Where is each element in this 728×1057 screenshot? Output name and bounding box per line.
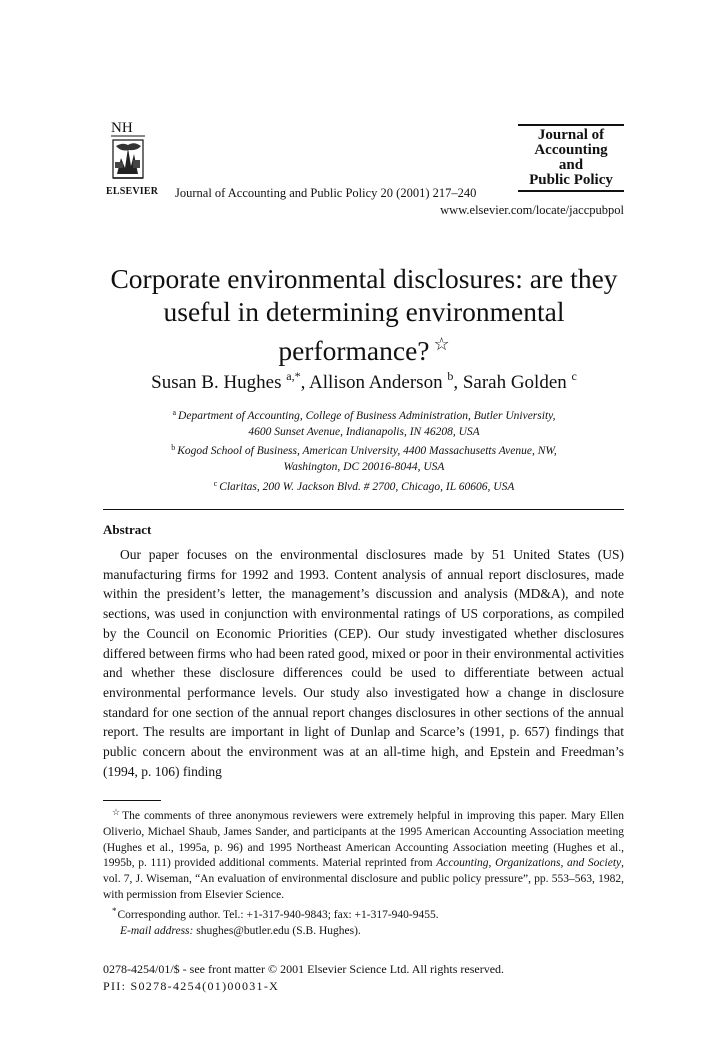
title-line: Corporate environmental disclosures: are they [110, 263, 618, 294]
journal-citation: Journal of Accounting and Public Policy 20 (2001) 217–240 [175, 186, 477, 200]
author-name[interactable]: Susan B. Hughes [151, 372, 282, 393]
footnotes [103, 805, 624, 939]
abstract-body [103, 545, 624, 781]
abstract-text: Our paper focuses on the environmental disclosures made by 51 United States (US) manufacturing firms for 1992 and 1993. Content analysis of annual report disclosures, made within the president’s letter, the management’s discussion and analysis (MD&A), and note sections, was used in conjunction with environmental ratings of US corporations, as compiled by the Council on Economic Priorities (CEP). Our study investigated whether disclosures differed between firms who had been rated good, mixed or poor in their environmental activities and whether these disclosure differences could be used to differentiate between actual environmental performance levels. Our study also investigated how a change in disclosure standard for one section of the annual report changes disclosures in other sections of the annual report. The results are important in light of Dunlap and Scarce’s (1991, p. 657) findings that public concern about the environment was at an all-time high, and Epstein and Freedman’s (1994, p. 106) finding [103, 547, 624, 779]
corresponding-author-text: Corresponding author. Tel.: +1-317-940-9843; fax: +1-317-940-9455. [117, 908, 439, 921]
author-name[interactable]: Sarah Golden [462, 372, 567, 393]
affiliation-line: Department of Accounting, College of Business Administration, Butler University, [178, 410, 556, 422]
abstract-heading: Abstract [103, 522, 152, 537]
author-affil-mark: b [447, 369, 454, 383]
journal-logo-line: Journal of [537, 127, 605, 143]
footnote-rule [103, 800, 161, 801]
affiliation-line: 4600 Sunset Avenue, Indianapolis, IN 46208, USA [248, 425, 480, 438]
corresponding-mark: * [112, 905, 117, 916]
affiliation-line: Claritas, 200 W. Jackson Blvd. # 2700, Chicago, IL 60606, USA [219, 480, 515, 493]
author-affil-mark: a,* [286, 369, 301, 383]
abstract-top-rule [103, 509, 624, 510]
issn-line: 0278-4254/01/$ - see front matter © 2001 Elsevier Science Ltd. All rights reserved. [103, 962, 505, 976]
journal-url[interactable]: www.elsevier.com/locate/jaccpubpol [440, 203, 624, 217]
pii-line: PII: S0278-4254(01)00031-X [103, 979, 280, 993]
email-address[interactable]: shughes@butler.edu (S.B. Hughes). [196, 924, 361, 937]
elsevier-tree-logo [103, 118, 165, 196]
logo-text: NH [111, 120, 133, 136]
journal-logo-line: Accounting [534, 142, 608, 158]
star-footnote-text: , vol. 7, J. Wiseman, “An evaluation of environmental disclosure and public policy pressure”, pp. 553–563, 1982, with permission from Elsevier Science. [103, 857, 624, 901]
affil-mark: c [213, 478, 218, 488]
author-name[interactable]: Allison Anderson [309, 372, 443, 393]
author-affil-mark: c [571, 369, 577, 383]
copyright-block [103, 961, 504, 995]
affiliation-line: Washington, DC 20016-8044, USA [283, 461, 445, 474]
journal-logo-line: and [558, 157, 584, 173]
journal-logo [518, 124, 624, 192]
article-title [90, 262, 638, 367]
author-list: Susan B. Hughes $^{a,*}$, Allison Anderson $^b$, Sarah Golden $^c$ [151, 369, 577, 393]
title-line: useful in determining environmental [163, 296, 565, 327]
journal-logo-line: Public Policy [529, 172, 613, 188]
affil-mark: a [172, 408, 177, 417]
email-label: E-mail address: [120, 924, 194, 937]
publisher-name: ELSEVIER [106, 186, 159, 197]
cited-journal: Accounting, Organizations, and Society [436, 857, 622, 870]
affiliation-line: Kogod School of Business, American University, 4400 Massachusetts Avenue, NW, [177, 445, 557, 458]
star-footnote-mark: ☆ [112, 807, 122, 817]
affiliations [80, 405, 648, 496]
star-footnote-text: The comments of three anonymous reviewers were extremely helpful in improving this paper. Mary Ellen Oliverio, Michael Shaub, James Sander, and participants at the 1995 American Accounting Association meeting (Hughes et al., 1995a, p. 96) and 1995 Northeast American Accounting Association meeting (Hughes et al., 1995b, p. 111) provided additional comments. Material reprinted from [103, 810, 624, 870]
star-footnote-mark[interactable]: ☆ [433, 334, 450, 354]
affil-mark: b [171, 443, 176, 453]
title-line: performance? [278, 335, 430, 366]
